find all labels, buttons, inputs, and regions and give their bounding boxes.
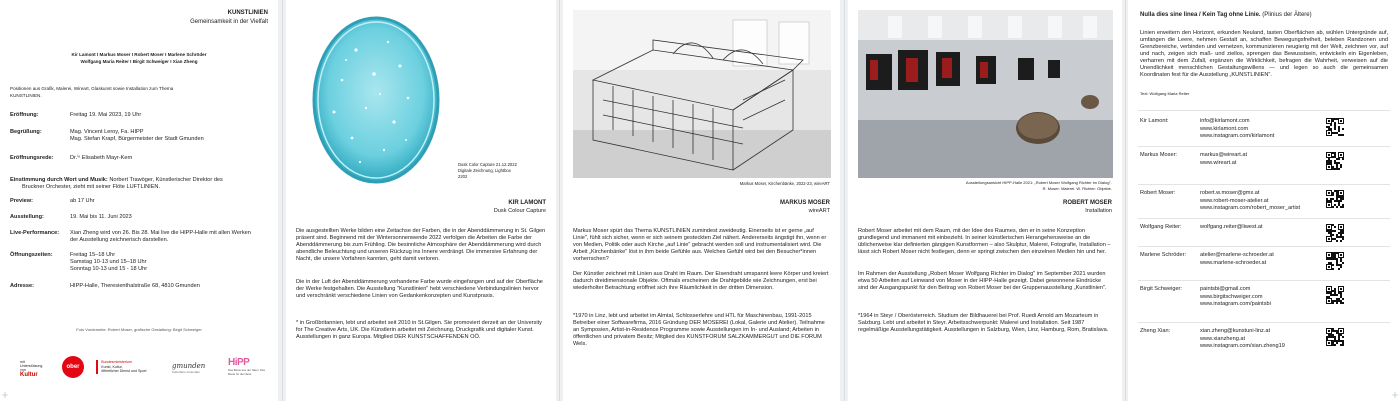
contact-link[interactable]: www.wireart.at: [1200, 159, 1237, 166]
contact-link[interactable]: www.instagram.com/paintsbi: [1200, 301, 1271, 308]
contact-divider: [1138, 322, 1390, 323]
quote-line: [1140, 12, 1312, 20]
intro-line-2: KUNSTLINIEN.: [10, 93, 42, 98]
panel-robert-moser: [848, 0, 1122, 401]
img-caption-3: 2202: [458, 174, 468, 179]
quote-source: (Plinius der Ältere): [1262, 12, 1312, 18]
begruessung-key: Begrüßung:: [10, 129, 42, 135]
logo-gmunden: [172, 362, 218, 374]
artist-name: MARKUS MOSER: [779, 200, 830, 206]
work-title: Installation: [1085, 208, 1112, 214]
gmunden-wordmark: gmunden: [172, 362, 206, 370]
contact-link[interactable]: www.marlene-schroeder.at: [1200, 259, 1267, 266]
contact-link[interactable]: markus@wireart.at: [1200, 152, 1248, 158]
contact-links: [1200, 118, 1274, 141]
einstimmung-line-1: [10, 177, 223, 184]
oeffnung-key: Öffnungszeiten:: [10, 252, 53, 258]
logo-bundesministerium: [96, 360, 156, 374]
artists-line-1: Kir Lamont I Markus Moser I Robert Moser I Marlene Schröder: [71, 52, 207, 57]
contact-row: [1128, 286, 1400, 334]
work-title: Dusk Colour Capture: [493, 208, 546, 214]
oeffnung-value-3: Sonntag 10-13 und 15 - 18 Uhr: [70, 266, 148, 272]
wire-sculpture-photo: [573, 10, 831, 178]
text-credit: Text: Wolfgang Maria Reiter: [1140, 91, 1190, 96]
contact-links: [1200, 190, 1300, 213]
qr-code-icon[interactable]: [1326, 118, 1344, 136]
panel-event-info: [0, 0, 278, 401]
preview-value: ab 17 Uhr: [70, 198, 95, 204]
body-paragraph-2: Der Künstler zeichnet mit Linien aus Draht im Raum. Der Eisendraht umspannt leere Körper und kreiert dadurch dreidimensionale Objekte. Oftmals erscheinen die Drahtgebilde wie Zeichnungen, erst bei wiederholter Betrachtung eröffnet sich ihre Räumlichkeit in der dritten Dimension.: [573, 271, 829, 291]
support-label: mit Unterstützung von: [20, 360, 43, 372]
contact-links: [1200, 252, 1274, 267]
glass-oval-artwork: [296, 10, 456, 186]
contact-link[interactable]: www.xianzheng.at: [1200, 335, 1246, 342]
fold-line-4: [1125, 0, 1126, 401]
bio-paragraph: *1964 in Steyr / Oberösterreich. Studium der Bildhauerei bei Prof. Ruedi Arnold am Mozarteum in Salzburg. Lebt und arbeitet in Steyr. Arbeitsschwerpunkt: Malerei und Installation. Seit 1987 regelmäßige Ausstellungstätigkeit. Ausstellungen in Salzburg, Wien, Linz, Hamburg, Rom, Bratislava.: [858, 313, 1109, 333]
bm-line-2: Kunst, Kultur,: [101, 364, 123, 369]
crop-mark-icon: [1392, 392, 1398, 398]
body-paragraph-1: Markus Moser spürt das Thema KUNSTLINIEN zumindest zweideutig. Einerseits ist er gerne „auf Linie", fühlt sich sicher, wenn er sich seinem gesteckten Ziel nähert. Andererseits ängstigt ihn, wenn er von Medien, Politik oder auch Kirche „auf Linie" gebracht werden soll und instrumentalisiert wird. Die Arbeit „Kirchenbänke" löst in ihm beide Gefühle aus. Welches Gefühl wird bei den Besucher*innen vorherrschen?: [573, 228, 827, 262]
contact-link[interactable]: www.instagram.com/robert_moser_artist: [1200, 205, 1301, 212]
contact-row: [1128, 328, 1400, 376]
exhibition-subtitle: Gemeinsamkeit in der Vielfalt: [190, 19, 268, 25]
contact-link[interactable]: wolfgang.reiter@liwest.at: [1200, 224, 1263, 230]
bm-line-3: öffentlicher Dienst und Sport: [101, 369, 147, 374]
contact-link[interactable]: www.instagram.com/kirlamont: [1200, 133, 1275, 140]
bm-line-1: Bundesministerium: [101, 360, 132, 364]
quote-text: Nulla dies sine linea / Kein Tag ohne Linie.: [1140, 12, 1261, 18]
contact-links: [1200, 152, 1247, 167]
artist-name: KIR LAMONT: [508, 200, 546, 206]
body-paragraph-1: Die ausgestellten Werke bilden eine Zeitachse der Farben, die in der Abenddämmerung in St. Gilgen präsent sind. Beginnend mit der Wintersonnenwende 2022 verfolgen die Arbeiten die Farbe der Abenddämmerung bis zum Frühling. Die besinnliche Atmosphäre der Abenddämmerung wird durch abendliche Beleuchtung und unseren Rückzug ins Innere verdrängt. Die immersive Erfahrung der Nacht, die unsere Vorfahren kannten, geht damit verloren.: [296, 228, 546, 262]
contact-divider: [1138, 184, 1390, 185]
einstimmung-value-2: Bruckner Orchester, zieht mit seiner Flöte LUFTLINIEN.: [22, 184, 161, 190]
hipp-halle-installation-image: [858, 10, 1113, 178]
oeffnung-value-2: Samstag 10-13 und 15–18 Uhr: [70, 259, 147, 265]
bio-paragraph: * in Großbritannien, lebt und arbeitet seit 2010 in St.Gilgen. Sie promoviert derzeit an der University for The Creative Arts, UK. Die Künstlerin arbeitet mit Zeichnung, Druckgrafik und digitaler Kunst. Ausstellungen in ganz Europa. Mitglied DER KUNSTSCHAFFENDEN OÖ.: [296, 320, 542, 340]
ausstellung-value: 19. Mai bis 11. Juni 2023: [70, 214, 132, 220]
ausstellung-key: Ausstellung:: [10, 214, 44, 220]
contact-name: Birgit Schweiger:: [1140, 286, 1182, 292]
work-title: wireART: [808, 208, 830, 214]
contact-divider: [1138, 246, 1390, 247]
contact-link[interactable]: paintsbi@gmail.com: [1200, 286, 1251, 292]
qr-code-icon[interactable]: [1326, 328, 1344, 346]
contact-name: Markus Moser:: [1140, 152, 1177, 158]
live-value-2: der Ausstellung zeichnerisch darstellen.: [70, 237, 169, 243]
preview-key: Preview:: [10, 198, 34, 204]
contact-name: Marlene Schröder:: [1140, 252, 1187, 258]
live-value-1: Xian Zheng wird von 26. Bis 28. Mai live die HIPP-Halle mit allen Werken: [70, 230, 251, 236]
contact-links: [1200, 286, 1271, 309]
contact-link[interactable]: www.instagram.com/xian.zheng19: [1200, 343, 1285, 350]
logo-land-ooe: [20, 360, 46, 378]
eroeffnung-value: Freitag 19. Mai 2023, 19 Uhr: [70, 112, 142, 118]
contact-link[interactable]: atelier@marlene-schroeder.at: [1200, 252, 1274, 258]
qr-code-icon[interactable]: [1326, 224, 1344, 242]
rede-key: Eröffnungsrede:: [10, 155, 54, 161]
contact-name: Kir Lamont:: [1140, 118, 1169, 124]
contact-name: Wolfgang Reiter:: [1140, 224, 1182, 230]
img-caption-2: Digitale Zeichnung, Lightbox: [458, 168, 511, 173]
contact-link[interactable]: xian.zheng@kunstuni-linz.at: [1200, 328, 1271, 334]
credit-line: Foto Vorderseite: Robert Moser, grafische Gestaltung: Birgit Schweiger: [76, 327, 202, 332]
einstimmung-value-1: Norbert Trawöger, Künstlerischer Direktor des: [109, 177, 223, 183]
contact-link[interactable]: www.kirlamont.com: [1200, 125, 1249, 132]
dusk-colour-capture-image: [296, 10, 456, 186]
adresse-value: HIPP-Halle, Theresienthalstraße 68, 4810 Gmunden: [70, 283, 200, 289]
intro-text: Linien erweitern den Horizont, erkunden Neuland, tasten Oberflächen ab, wühlen Untergründe auf, umfangen die Leere, nehmen Gestalt an, schaffen Bewegungsfreiheit, beleben Randzonen und Grenzbereiche, verbinden und vernetzen, kommunizieren neugierig mit der Welt, zeichnen vor, auf und nach, zeigen sich maß- und ziellos, sprengen das Bewusstsein, entwickeln ein Eigenleben, verharren mit dem Zufall, ergänzen die Wirklichkeit, befragen die Wahrheit, verweisen auf die Unendlichkeit menschlichen Gestaltungswillens — und legen so auch die gemeinsamen Koordinaten fest für die Ausstellung „KUNSTLINIEN".: [1140, 30, 1388, 78]
artists-line-2: Wolfgang Maria Reiter I Birgit Schweiger I Xian Zheng: [80, 59, 198, 64]
kirchenbaenke-image: [573, 10, 831, 178]
rede-value: Dr.ⁱⁿ Elisabeth Mayr-Kern: [70, 155, 133, 161]
exhibition-title: KUNSTLINIEN: [227, 10, 268, 16]
contact-divider: [1138, 218, 1390, 219]
img-caption-1: Ausstellungsansicht HIPP-Halle 2021: „Robert Moser Wolfgang Richter im Dialog".: [965, 180, 1112, 185]
qr-code-icon[interactable]: [1326, 252, 1344, 270]
contact-links: [1200, 224, 1263, 232]
bm-flag-icon: [96, 360, 98, 374]
contact-name: Robert Moser:: [1140, 190, 1176, 196]
hipp-sub: Das Beste aus der Natur. Das Beste für die Natur.: [228, 368, 265, 376]
img-caption-1: Dusk Color Capture 21.12.2022: [458, 162, 517, 167]
crop-mark-icon: [2, 392, 8, 398]
contact-link[interactable]: www.birgitschweiger.com: [1200, 293, 1263, 300]
qr-code-icon[interactable]: [1326, 190, 1344, 208]
oeffnung-value-1: Freitag 15–18 Uhr: [70, 252, 116, 258]
img-caption-2: R. Moser: Malerei. W. Richter: Objekte.: [1042, 186, 1112, 191]
begruessung-value-1: Mag. Vincent Leroy, Fa. HIPP: [70, 129, 144, 135]
kultur-label: Kultur: [20, 372, 38, 378]
qr-code-icon[interactable]: [1326, 152, 1344, 170]
contact-link[interactable]: robert.w.moser@gmx.at: [1200, 190, 1260, 196]
fold-line-1: [282, 0, 283, 401]
logo-hipp: [228, 357, 268, 376]
eroeffnung-key: Eröffnung:: [10, 112, 39, 118]
logo-ober: ober: [62, 356, 84, 378]
fold-line-2: [559, 0, 560, 401]
contact-link[interactable]: www.robert-moser-atelier.at: [1200, 197, 1269, 204]
panel-contacts: [1128, 0, 1400, 401]
panel-kir-lamont: [286, 0, 556, 401]
contact-divider: [1138, 280, 1390, 281]
qr-code-icon[interactable]: [1326, 286, 1344, 304]
artist-name: ROBERT MOSER: [1062, 200, 1112, 206]
body-paragraph-1: Robert Moser arbeitet mit dem Raum, mit der Idee des Raumes, den er in seine Konzeption grundlegend und immanent mit einbezieht. In seiner künstlerischen Herangehensweise an die üblicherweise klar definierten gängigen Kunstformen – also Skulptur, Malerei, Fotografie, Installation – lässt sich Robert Moser nicht festlegen, denn er springt zwischen den einzelnen Medien hin und her.: [858, 228, 1111, 255]
contact-link[interactable]: info@kirlamont.com: [1200, 118, 1250, 124]
adresse-key: Adresse:: [10, 283, 34, 289]
contact-divider: [1138, 110, 1390, 111]
begruessung-value-2: Mag. Stefan Krapf, Bürgermeister der Stadt Gmunden: [70, 136, 204, 142]
gmunden-sub: Kulturbüro Gmunden: [172, 370, 200, 374]
intro-line-1: Positionen aus Grafik, Malerei, Wireart, Glaskunst sowie Installation zum Thema: [10, 86, 174, 91]
einstimmung-key: Einstimmung durch Wort und Musik:: [10, 177, 108, 183]
body-paragraph-2: Die in der Luft der Abenddämmerung vorhandene Farbe wurde eingefangen und auf der Oberfläche der Werke festgehalten. Die Ausstellung "Kunstlinien" hebt verschiedene Verbindungslinien hervor und verschränkt verschiedene Linien von Gedankenkonzepten und Kunstpraxis.: [296, 279, 543, 299]
contact-divider: [1138, 146, 1390, 147]
panel-markus-moser: [563, 0, 840, 401]
hipp-wordmark: HiPP: [228, 357, 250, 368]
img-caption: Markus Moser, Kirchenbänke, 2022-23, wireART: [739, 181, 830, 186]
installation-view-photo: [858, 10, 1113, 178]
contact-links: [1200, 328, 1285, 351]
fold-line-3: [844, 0, 845, 401]
body-paragraph-2: Im Rahmen der Ausstellung „Robert Moser Wolfgang Richter im Dialog" im September 2021 wurden etwa 50 Arbeiten auf Leinwand von Moser in der HIPP-Halle gezeigt. Dabei gewonnene Eindrücke sind der Ausgangspunkt für den Beitrag von Robert Moser bei der Gruppenausstellung „Kunstlinien".: [858, 271, 1107, 291]
bio-paragraph: *1970 in Linz, lebt und arbeitet im Almtal, Schlosserlehre und HTL für Maschinenbau, 1991-2015 Betreiber einer Softwarefirma, 2016 Gründung DER MOSEREI (Lokal, Galerie und Atelier). Teilnahme an Symposien, Artist-in-Residence Programme sowie Ausstellungen im In- und Ausland; Arbeiten in öffentlichen und privatem Besitz; Mitglied des KUNSTFORUM SALZKAMMERGUT und DIE FORUM Wels.: [573, 313, 825, 347]
contact-name: Zheng Xian:: [1140, 328, 1171, 334]
live-key: Live-Performance:: [10, 230, 60, 236]
